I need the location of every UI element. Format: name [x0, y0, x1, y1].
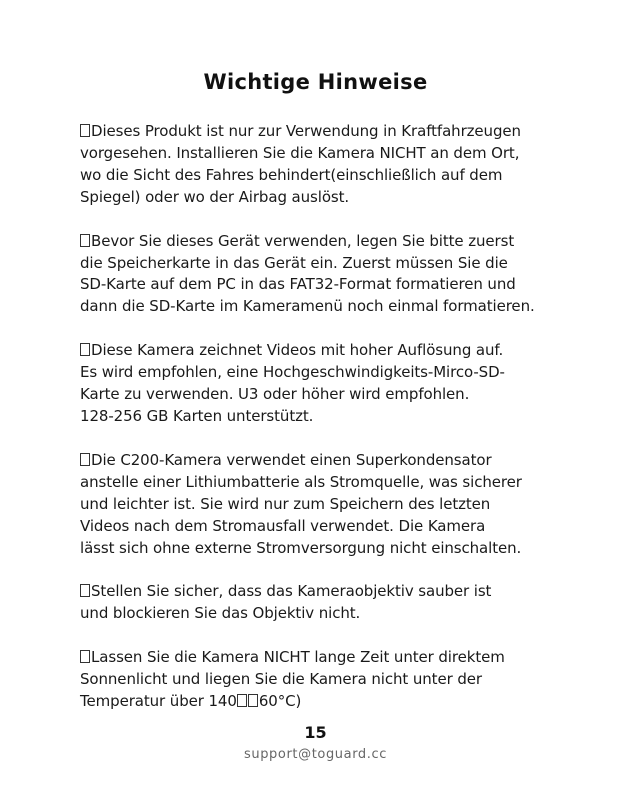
note-line-text: Diese Kamera zeichnet Videos mit hoher Auflösung auf.: [91, 341, 504, 360]
page-number: 15: [304, 723, 327, 742]
note-line: dann die SD-Karte im Kameramenü noch einmal formatieren.: [80, 297, 535, 316]
note-line: [80, 340, 610, 362]
note-line: [80, 450, 610, 472]
note-line: [80, 691, 610, 713]
note-line: anstelle einer Lithiumbatterie als Stromquelle, was sicherer: [80, 472, 522, 491]
note-paragraph: [80, 581, 610, 625]
missing-glyph-icon: [80, 234, 90, 247]
note-line-text: Dieses Produkt ist nur zur Verwendung in Kraftfahrzeugen: [91, 122, 521, 140]
note-paragraph: [80, 121, 610, 209]
note-line: [80, 231, 610, 253]
missing-glyph-icon: [237, 694, 247, 707]
note-paragraph: [80, 340, 610, 428]
missing-glyph-icon: [80, 343, 90, 356]
note-line: wo die Sicht des Fahres behindert(einschließlich auf dem: [80, 165, 503, 184]
note-line-text: Temperatur über 140: [80, 692, 237, 711]
note-paragraph: [80, 450, 610, 560]
note-line: Spiegel) oder wo der Airbag auslöst.: [80, 187, 350, 206]
missing-glyph-icon: [248, 694, 258, 707]
note-line-text: Stellen Sie sicher, dass das Kameraobjektiv sauber ist: [91, 582, 492, 601]
missing-glyph-icon: [80, 650, 90, 663]
missing-glyph-icon: [80, 453, 90, 466]
missing-glyph-icon: [80, 124, 90, 137]
page-title: Wichtige Hinweise: [203, 70, 428, 94]
note-line: und leichter ist. Sie wird nur zum Speichern des letzten: [80, 494, 491, 513]
note-line: und blockieren Sie das Objektiv nicht.: [80, 604, 361, 623]
note-line-text: 60°C): [258, 692, 302, 711]
note-line: Karte zu verwenden. U3 oder höher wird empfohlen.: [80, 385, 470, 404]
note-line: 128-256 GB Karten unterstützt.: [80, 406, 314, 425]
note-line: Videos nach dem Stromausfall verwendet. Die Kamera: [80, 516, 486, 535]
note-paragraph: [80, 231, 610, 319]
note-line: [80, 581, 610, 603]
note-line: SD-Karte auf dem PC in das FAT32-Format formatieren und: [80, 275, 516, 294]
support-email: support@toguard.cc: [243, 747, 387, 762]
note-line: [80, 647, 610, 669]
notes-list: [80, 121, 610, 735]
missing-glyph-icon: [80, 584, 90, 597]
note-line-text: Die C200-Kamera verwendet einen Superkondensator: [91, 450, 492, 469]
note-line: Es wird empfohlen, eine Hochgeschwindigkeits-Mirco-SD-: [80, 363, 505, 382]
note-paragraph: [80, 647, 610, 713]
note-line-text: Lassen Sie die Kamera NICHT lange Zeit unter direktem: [91, 648, 505, 667]
note-line-text: Bevor Sie dieses Gerät verwenden, legen Sie bitte zuerst: [91, 231, 515, 250]
note-line: Sonnenlicht und liegen Sie die Kamera nicht unter der: [80, 670, 482, 689]
note-line: die Speicherkarte in das Gerät ein. Zuerst müssen Sie die: [80, 253, 508, 272]
note-line: [80, 121, 610, 143]
note-line: lässt sich ohne externe Stromversorgung nicht einschalten.: [80, 538, 522, 557]
note-line: vorgesehen. Installieren Sie die Kamera NICHT an dem Ort,: [80, 143, 520, 162]
